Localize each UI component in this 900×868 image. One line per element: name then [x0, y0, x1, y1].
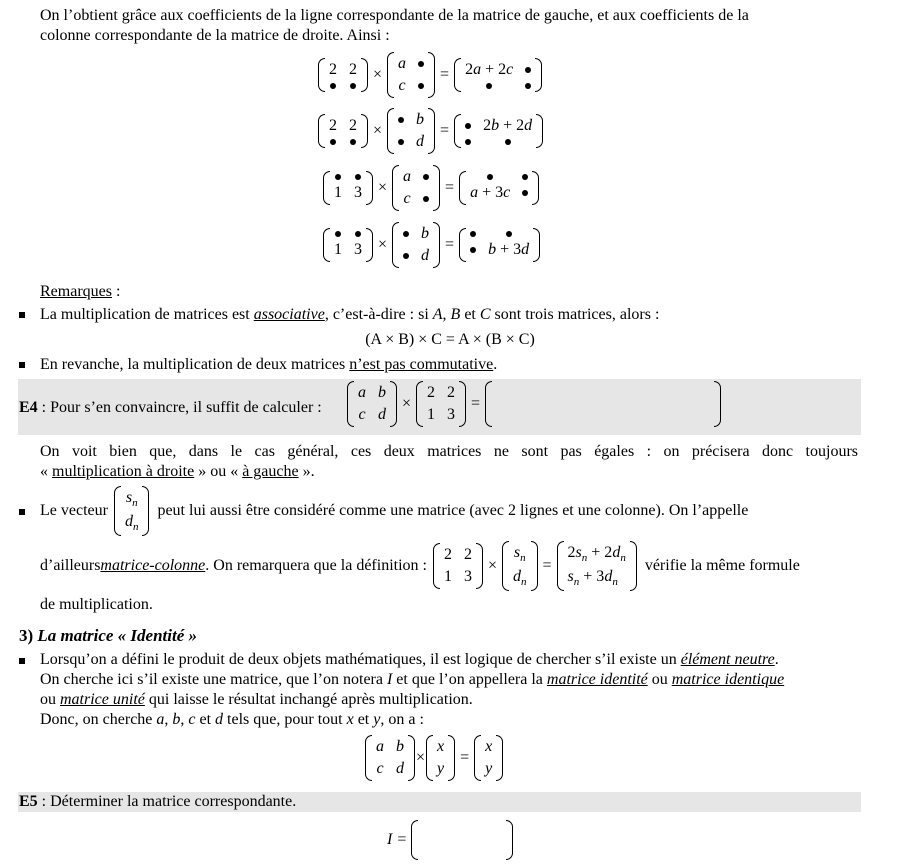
dot-placeholder-icon — [418, 61, 424, 67]
dot-placeholder-icon — [398, 117, 404, 123]
matrix-cell: c — [376, 760, 384, 777]
bullet-icon — [19, 312, 25, 318]
matrix-rhs — [387, 52, 435, 98]
matrix-cell: 2 — [443, 546, 452, 564]
dot-placeholder-icon — [487, 174, 493, 180]
matrix-cell: a — [358, 384, 366, 401]
dot-placeholder-icon — [398, 139, 404, 145]
matrix-result — [454, 114, 543, 148]
multiplication-line: de multiplication. — [40, 596, 153, 613]
matrix-rhs — [392, 165, 440, 211]
equation-1: 2 2 × a c = 2a + 2c — [318, 52, 542, 98]
matrix-rhs — [392, 222, 440, 268]
dot-placeholder-icon — [486, 83, 492, 89]
equation-4: 1 3 × b d = b + 3d — [323, 222, 540, 268]
matrix-cell: 2 — [329, 61, 337, 78]
matrix-cell: x — [437, 738, 445, 755]
associative-line: La multiplication de matrices est associative, c’est-à-dire : si A, B et C sont trois matrices, alors : — [40, 306, 660, 323]
matrix-result — [459, 171, 539, 205]
remarques-heading: Remarques : — [40, 283, 121, 300]
identity-answer-blank[interactable] — [411, 820, 513, 860]
matrix-cell: 2 — [463, 546, 472, 564]
matrix-cell: 3 — [463, 568, 472, 586]
matrix-cell: d — [396, 760, 404, 777]
dot-placeholder-icon — [525, 67, 531, 73]
matrix-result — [459, 228, 540, 262]
matrix-result — [454, 58, 542, 92]
matrix-cell: b — [378, 384, 386, 401]
matrix-cell: 2 — [349, 61, 357, 78]
dot-placeholder-icon — [522, 190, 528, 196]
bullet-icon — [19, 509, 25, 515]
matrix-cell: 1 — [334, 241, 342, 258]
matrix-column-line: d’ailleurs matrice-colonne . On remarquera que la définition : 2 2 1 3 × $s_n$ $d_n$ = $2s_n + 2d_n$ $s_n + 3d_n$ vérifie la même formule — [40, 541, 800, 591]
matrix-cell: 3 — [354, 241, 362, 258]
matrix-cell: b + 3d — [488, 241, 530, 258]
dot-placeholder-icon — [506, 231, 512, 237]
matrix-cell: 2 — [447, 384, 456, 401]
noncommutative-line: En revanche, la multiplication de deux matrices n’est pas commutative. — [40, 356, 498, 373]
associativity-formula: (A × B) × C = A × (B × C) — [365, 331, 535, 348]
dot-placeholder-icon — [330, 83, 336, 89]
identity-line-3: Donc, on cherche a, b, c et d tels que, pour tout x et y, on a : — [40, 711, 424, 728]
matrix-cell: 2 — [427, 384, 436, 401]
matrix-cell: b — [396, 738, 404, 755]
vector-line: Le vecteur $s_n$ $d_n$ peut lui aussi être considéré comme une matrice (avec 2 lignes et une colonne). On l’appelle — [40, 486, 748, 536]
identity-equation: a b c d × x y = x y — [365, 735, 503, 781]
dot-placeholder-icon — [470, 231, 476, 237]
matrix-cell: d — [416, 133, 425, 150]
bullet-icon — [19, 658, 25, 664]
dot-placeholder-icon — [505, 139, 511, 145]
equation-3: 1 3 × a c = a + 3c — [323, 165, 539, 211]
section-3-title: 3) La matrice « Identité » — [19, 626, 198, 645]
matrix-cell: a + 3c — [470, 184, 511, 201]
dot-placeholder-icon — [470, 247, 476, 253]
intro-line-2: colonne correspondante de la matrice de droite. Ainsi : — [40, 27, 390, 44]
matrix-cell: b — [421, 225, 430, 242]
dot-placeholder-icon — [522, 174, 528, 180]
matrix-cell: d — [378, 406, 386, 423]
dot-placeholder-icon — [355, 231, 361, 237]
bullet-icon — [19, 362, 25, 368]
matrix-cell: 1 — [334, 184, 342, 201]
matrix-cell: y — [485, 760, 493, 777]
dot-placeholder-icon — [423, 196, 429, 202]
matrix-cell: a — [403, 168, 412, 185]
dot-placeholder-icon — [350, 83, 356, 89]
general-line-1: On voit bien que, dans le cas général, ces deux matrices ne sont pas égales : on précisera donc toujours — [40, 443, 858, 460]
matrix-cell: c — [358, 406, 366, 423]
dot-placeholder-icon — [465, 139, 471, 145]
dot-placeholder-icon — [330, 139, 336, 145]
matrix-cell: a — [398, 55, 407, 72]
equation-2: 2 2 × b d = 2b + 2d — [318, 108, 543, 154]
matrix-cell: c — [398, 77, 406, 94]
matrix-rhs — [387, 108, 435, 154]
matrix-cell: x — [485, 738, 493, 755]
identity-answer: I = — [387, 820, 513, 860]
dot-placeholder-icon — [525, 83, 531, 89]
matrix-cell: 2b + 2d — [483, 117, 533, 134]
vector-sd: $s_n$ $d_n$ — [114, 486, 150, 536]
dot-placeholder-icon — [350, 139, 356, 145]
identity-line-1: On cherche ici s’il existe une matrice, que l’on notera I et que l’on appellera la matrice identité ou matrice identique — [40, 671, 785, 688]
exercise-e5-text: E5 : Déterminer la matrice correspondante. — [19, 793, 297, 810]
dot-placeholder-icon — [403, 231, 409, 237]
matrix-cell: 2 — [349, 117, 357, 134]
exercise-e4-text: E4 : Pour s’en convaincre, il suffit de calculer : — [19, 399, 322, 416]
neutral-element-line: Lorsqu’on a défini le produit de deux objets mathématiques, il est logique de chercher s’il existe un élément neutre. — [40, 651, 779, 668]
matrix-cell: y — [437, 760, 445, 777]
dot-placeholder-icon — [418, 83, 424, 89]
matrix-cell: a — [376, 738, 384, 755]
matrix-lhs — [318, 114, 368, 148]
dot-placeholder-icon — [403, 253, 409, 259]
matrix-cell: 2a + 2c — [465, 61, 514, 78]
exercise-e4-equation: a b c d × 2 2 1 3 = — [347, 381, 721, 427]
general-line-2: « multiplication à droite » ou « à gauche ». — [40, 463, 315, 480]
matrix-lhs — [323, 171, 373, 205]
matrix-cell: 1 — [427, 406, 436, 423]
matrix-lhs — [323, 228, 373, 262]
dot-placeholder-icon — [465, 123, 471, 129]
dot-placeholder-icon — [423, 174, 429, 180]
matrix-cell: c — [403, 190, 411, 207]
matrix-cell: 2 — [329, 117, 337, 134]
matrix-cell: d — [421, 247, 430, 264]
dot-placeholder-icon — [335, 231, 341, 237]
answer-matrix-blank[interactable] — [485, 381, 721, 427]
identity-line-2: ou matrice unité qui laisse le résultat inchangé après multiplication. — [40, 691, 473, 708]
matrix-cell: 3 — [447, 406, 456, 423]
matrix-cell: 3 — [354, 184, 362, 201]
matrix-lhs — [318, 58, 368, 92]
matrix-cell: 1 — [443, 568, 452, 586]
dot-placeholder-icon — [335, 174, 341, 180]
dot-placeholder-icon — [355, 174, 361, 180]
matrix-cell: b — [416, 111, 425, 128]
intro-line-1: On l’obtient grâce aux coefficients de la ligne correspondante de la matrice de gauche, et aux coefficients de la — [40, 7, 749, 24]
